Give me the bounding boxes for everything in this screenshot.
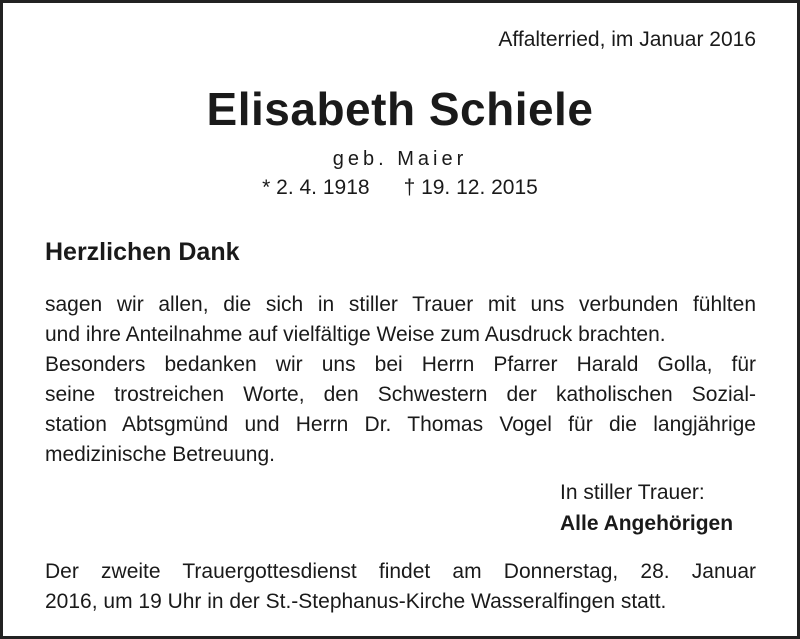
service-announcement (45, 557, 756, 617)
text-line: Der zweite Trauergottesdienst findet am Donnerstag, 28. Januar (45, 560, 756, 583)
text-line: 2016, um 19 Uhr in der St.-Stephanus-Kirche Wasseralfingen statt. (45, 590, 667, 613)
text-line: Besonders bedanken wir uns bei Herrn Pfarrer Harald Golla, für (45, 353, 756, 376)
text-line: seine trostreichen Worte, den Schwestern der katholischen Sozial- (45, 383, 756, 406)
text-line: medizinische Betreuung. (45, 443, 275, 466)
birth-name: geb. Maier (332, 148, 468, 170)
text-line: station Abtsgmünd und Herrn Dr. Thomas Vogel für die langjährige (45, 413, 756, 436)
special-thanks-paragraph (45, 350, 756, 470)
text-line: sagen wir allen, die sich in stiller Trauer mit uns verbunden fühlten (45, 293, 756, 316)
life-dates (0, 176, 800, 200)
place-date: Affalterried, im Januar 2016 (498, 28, 756, 51)
death-date: † 19. 12. 2015 (403, 176, 538, 199)
signature: Alle Angehörigen (560, 512, 734, 535)
deceased-name: Elisabeth Schiele (206, 83, 594, 135)
text-line: und ihre Anteilnahme auf vielfältige Weise zum Ausdruck brachten. (45, 323, 666, 346)
signature-intro: In stiller Trauer: (560, 481, 705, 504)
thanks-heading: Herzlichen Dank (45, 238, 240, 266)
thanks-paragraph (45, 290, 756, 350)
birth-date: * 2. 4. 1918 (262, 176, 370, 199)
